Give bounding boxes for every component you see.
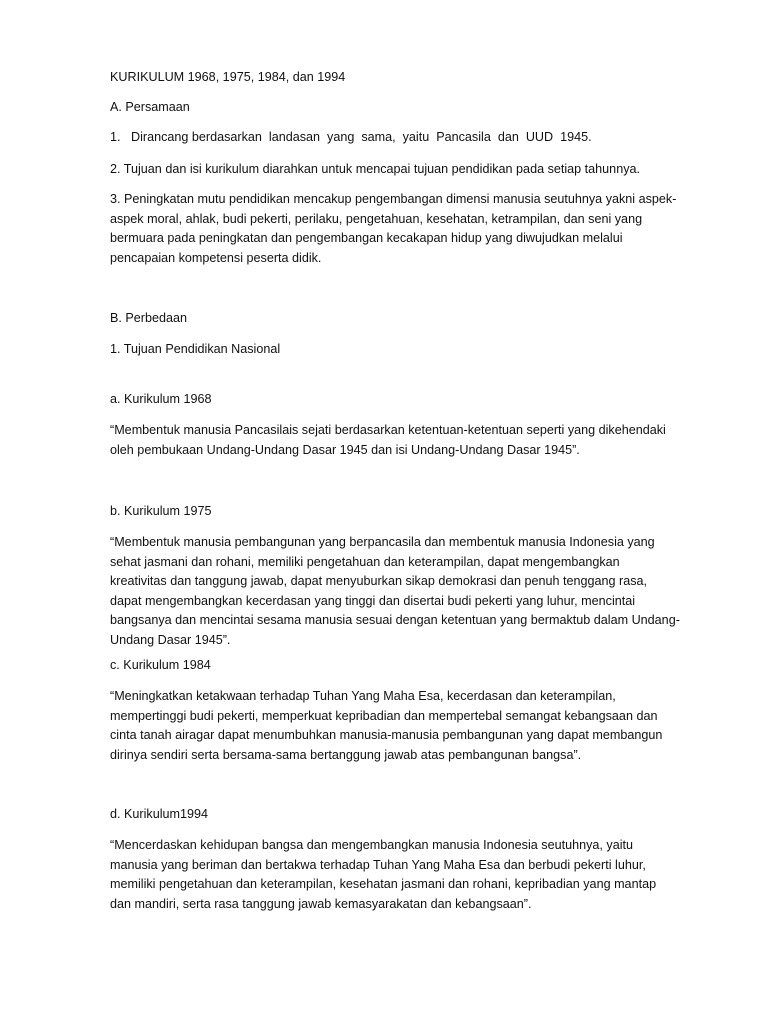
section-a-item-3 bbox=[110, 190, 695, 268]
kurikulum-1968-text bbox=[110, 421, 695, 460]
text-line: dan mandiri, serta rasa tanggung jawab kemasyarakatan dan kebangsaan”. bbox=[110, 896, 532, 911]
text-line: sehat jasmani dan rohani, memiliki pengetahuan dan keterampilan, dapat mengembangkan bbox=[110, 554, 620, 569]
kurikulum-1984-text bbox=[110, 687, 695, 765]
section-b-heading: B. Perbedaan bbox=[110, 311, 188, 325]
text-line: oleh pembukaan Undang-Undang Dasar 1945 dan isi Undang-Undang Dasar 1945”. bbox=[110, 442, 580, 457]
section-a-heading: A. Persamaan bbox=[110, 100, 190, 114]
kurikulum-1994-heading: d. Kurikulum1994 bbox=[110, 807, 209, 821]
text-line: dapat mengembangkan kecerdasan yang tinggi dan disertai budi pekerti yang luhur, mencintai bbox=[110, 593, 636, 608]
document-title: KURIKULUM 1968, 1975, 1984, dan 1994 bbox=[110, 70, 346, 84]
section-a-item-2: 2. Tujuan dan isi kurikulum diarahkan untuk mencapai tujuan pendidikan pada setiap tahunnya. bbox=[110, 162, 640, 176]
text-line: mempertinggi budi pekerti, memperkuat kepribadian dan mempertebal semangat kebangsaan dan bbox=[110, 708, 658, 723]
text-line: kreativitas dan tanggung jawab, dapat menyuburkan sikap demokrasi dan penuh tenggang rasa, bbox=[110, 574, 647, 588]
text-line: manusia yang beriman dan bertakwa terhadap Tuhan Yang Maha Esa dan berbudi pekerti luhur, bbox=[110, 857, 646, 872]
text-line: “Mencerdaskan kehidupan bangsa dan mengembangkan manusia Indonesia seutuhnya, yaitu bbox=[110, 838, 633, 852]
text-line: Undang Dasar 1945”. bbox=[110, 632, 231, 647]
section-a-item-1: 1. Dirancang berdasarkan landasan yang sama, yaitu Pancasila dan UUD 1945. bbox=[110, 130, 592, 144]
text-line: memiliki pengetahuan dan keterampilan, kesehatan jasmani dan rohani, kepribadian yang mantap bbox=[110, 877, 657, 891]
text-line: “Membentuk manusia pembangunan yang berpancasila dan membentuk manusia Indonesia yang bbox=[110, 535, 655, 549]
text-line: “Membentuk manusia Pancasilais sejati berdasarkan ketentuan-ketentuan seperti yang dikehendaki bbox=[110, 423, 666, 437]
text-line: 3. Peningkatan mutu pendidikan mencakup pengembangan dimensi manusia seutuhnya yakni aspek- bbox=[110, 192, 677, 206]
kurikulum-1994-text bbox=[110, 836, 695, 914]
text-line: pencapaian kompetensi peserta didik. bbox=[110, 250, 322, 265]
text-line: cinta tanah airagar dapat menumbuhkan manusia-manusia pembangunan yang dapat membangun bbox=[110, 728, 663, 742]
kurikulum-1975-heading: b. Kurikulum 1975 bbox=[110, 504, 212, 518]
text-line: dirinya sendiri serta bersama-sama bertanggung jawab atas pembangunan bangsa”. bbox=[110, 747, 582, 762]
kurikulum-1975-text bbox=[110, 533, 695, 650]
kurikulum-1984-heading: c. Kurikulum 1984 bbox=[110, 658, 211, 672]
text-line: “Meningkatkan ketakwaan terhadap Tuhan Yang Maha Esa, kecerdasan dan keterampilan, bbox=[110, 689, 616, 703]
text-line: bangsanya dan mencintai sesama manusia sesuai dengan ketentuan yang bermaktub dalam Undang- bbox=[110, 613, 680, 627]
section-b-subheading: 1. Tujuan Pendidikan Nasional bbox=[110, 342, 281, 356]
kurikulum-1968-heading: a. Kurikulum 1968 bbox=[110, 392, 212, 406]
text-line: bermuara pada peningkatan dan pengembangan kecakapan hidup yang diwujudkan melalui bbox=[110, 231, 623, 245]
text-line: aspek moral, ahlak, budi pekerti, perilaku, pengetahuan, kesehatan, ketrampilan, dan seni yang bbox=[110, 211, 643, 226]
